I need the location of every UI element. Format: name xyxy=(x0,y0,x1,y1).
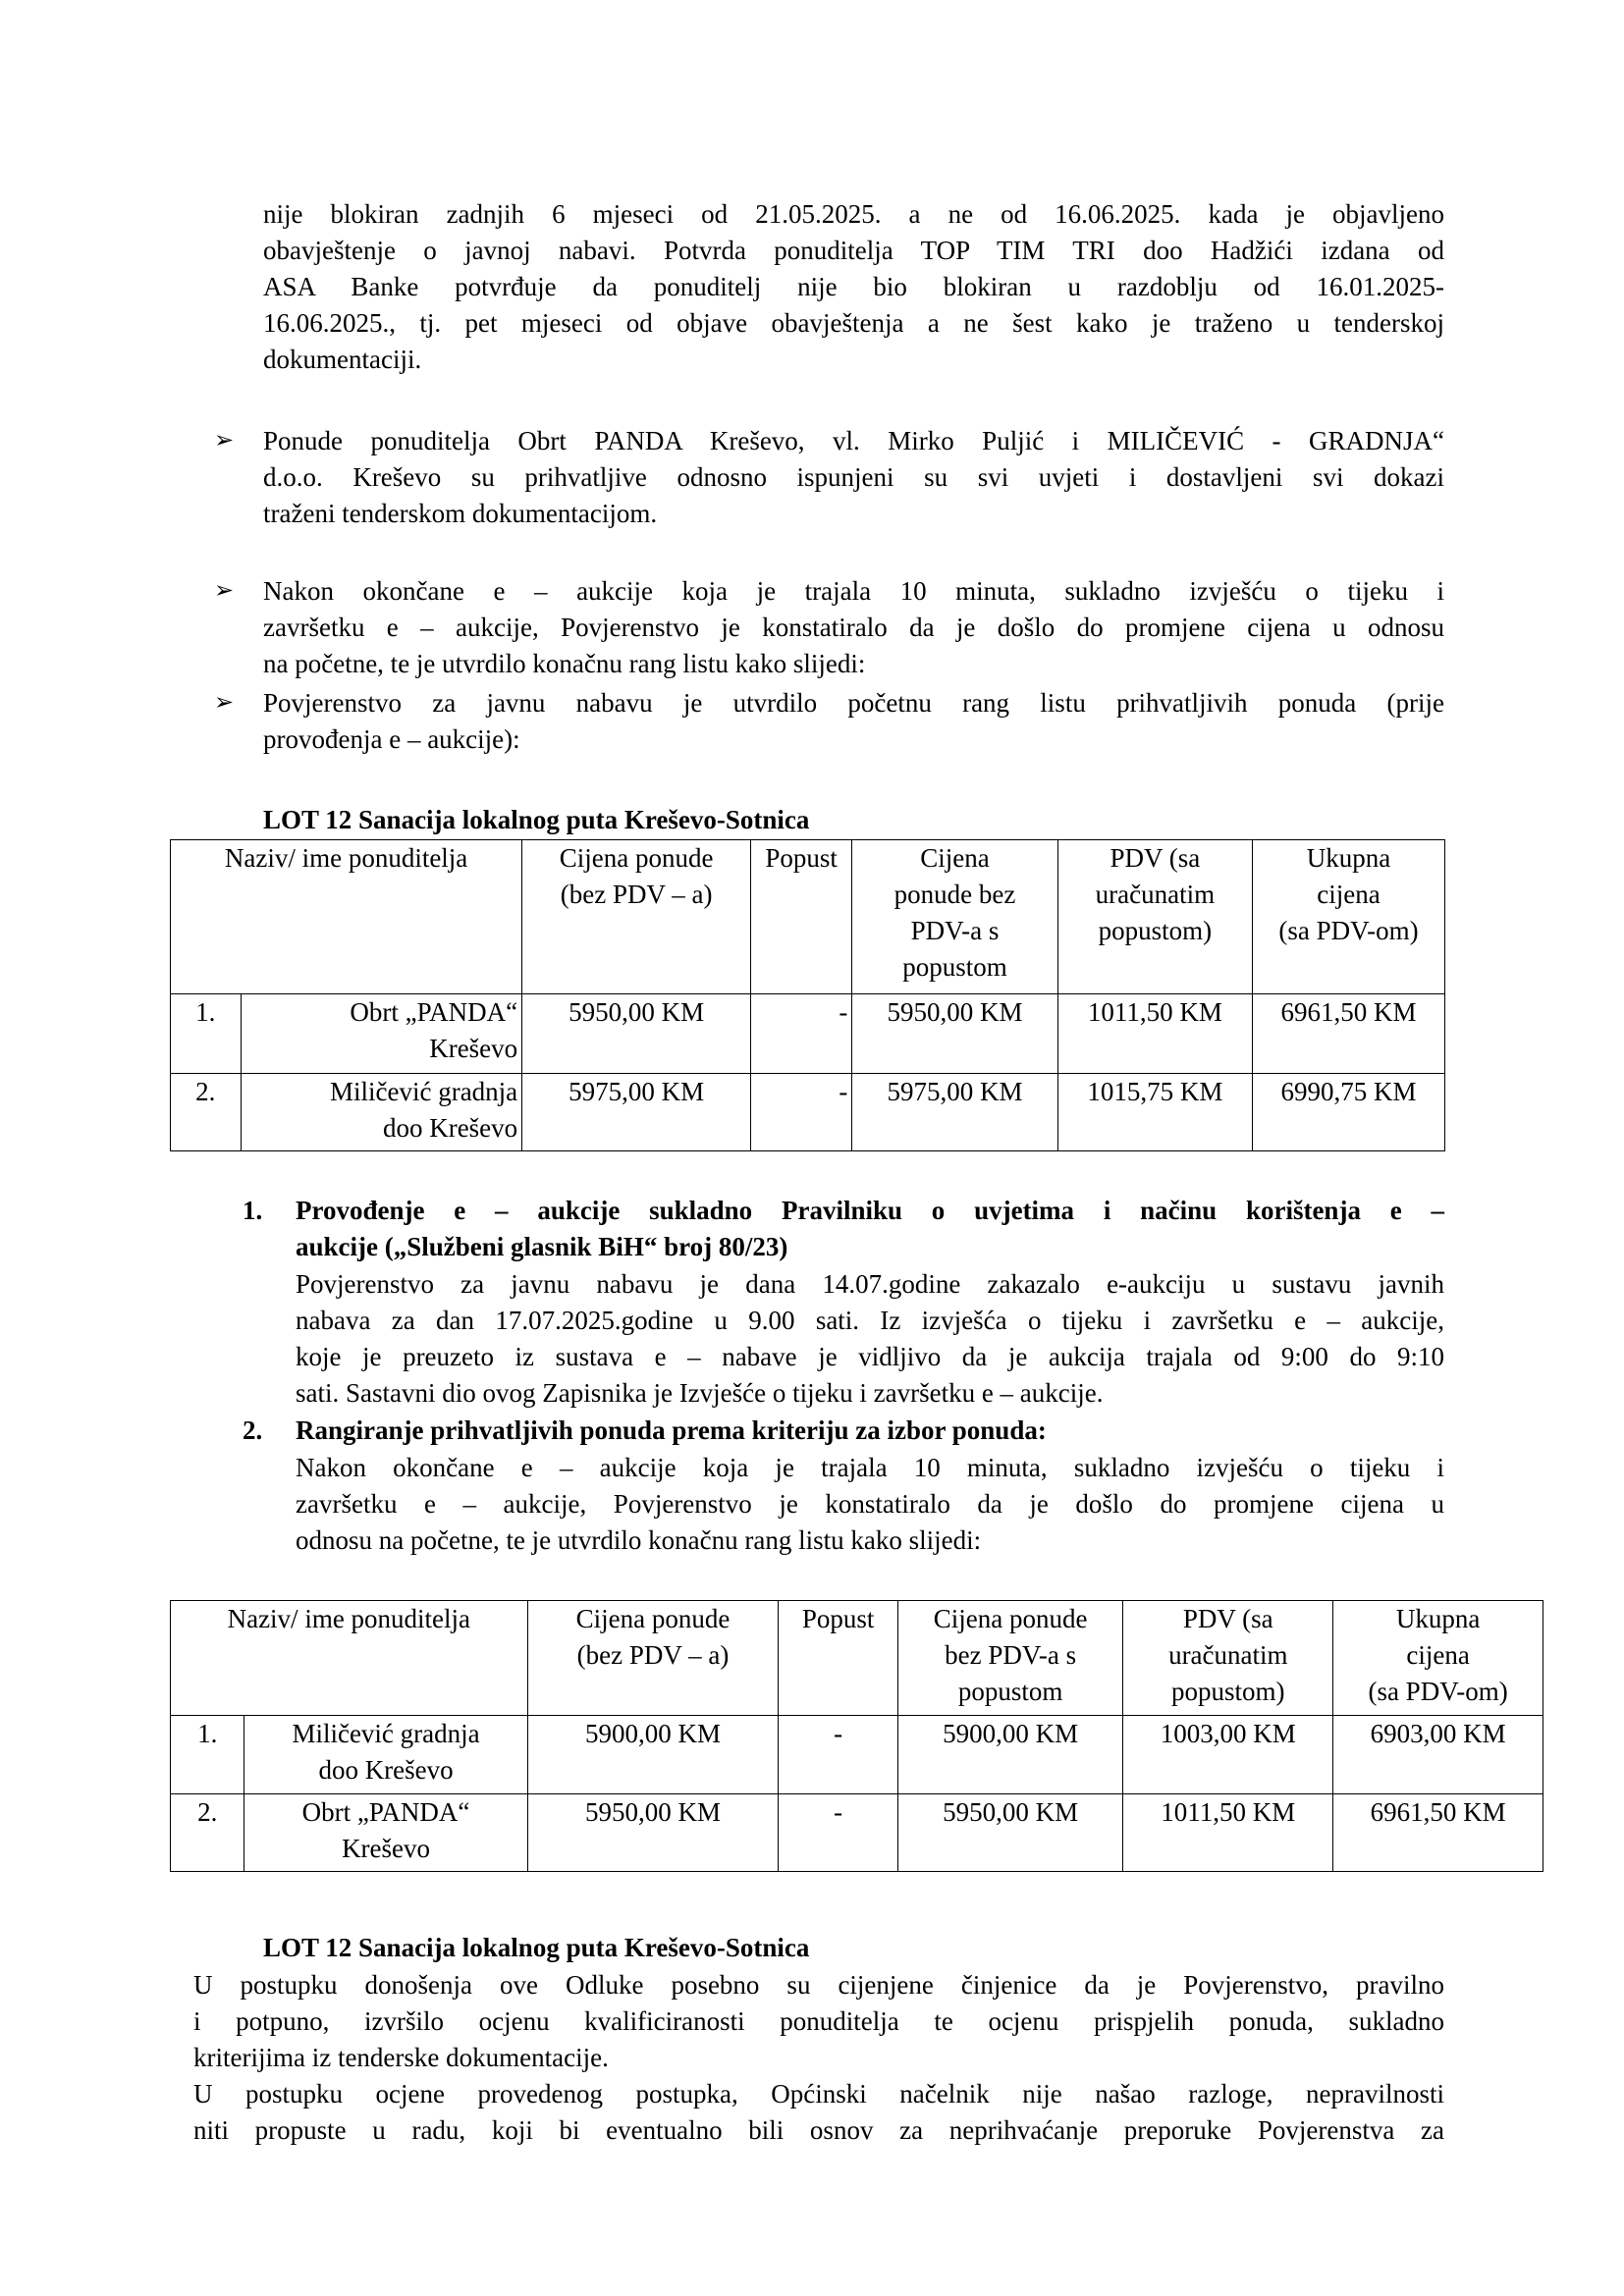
column-header: Cijena ponude (bez PDV – a) xyxy=(527,1601,779,1716)
intro-line: ASA Banke potvrđuje da ponuditelj nije bio blokiran u razdoblju od 16.01.2025- xyxy=(263,272,1444,301)
table-row xyxy=(171,1794,1543,1872)
total-cell: 6903,00 KM xyxy=(1333,1716,1543,1794)
discount-cell: - xyxy=(751,1074,852,1151)
column-header: Cijena ponude (bez PDV – a) xyxy=(522,840,751,994)
column-header: Popust xyxy=(751,840,852,994)
intro-line: obavještenje o javnoj nabavi. Potvrda ponuditelja TOP TIM TRI doo Hadžići izdana od xyxy=(263,236,1444,265)
bullet-line: d.o.o. Kreševo su prihvatljive odnosno ispunjeni su svi uvjeti i dostavljeni svi dokazi xyxy=(263,462,1444,492)
discount-cell: - xyxy=(751,994,852,1074)
section-title: Provođenje e – aukcije sukladno Pravilniku o uvjetima i načinu korištenja e – aukcije („Službeni glasnik BiH“ broj 80/23) xyxy=(296,1196,1444,1261)
section-number: 2. xyxy=(243,1415,263,1445)
rank-cell: 2. xyxy=(171,1074,242,1151)
column-header: Naziv/ ime ponuditelja xyxy=(171,1601,528,1716)
column-header: Popust xyxy=(779,1601,898,1716)
rank-cell: 2. xyxy=(171,1794,244,1872)
discounted-price-cell: 5950,00 KM xyxy=(852,994,1057,1074)
price-cell: 5900,00 KM xyxy=(527,1716,779,1794)
section-body: Nakon okončane e – aukcije koja je trajala 10 minuta, sukladno izvješću o tijeku i završetku e – aukcije, Povjerenstvo je konstatiralo da je došlo do promjene cijena u odnosu na početne, te je utvrdilo konačnu rang listu kako slijedi: xyxy=(296,1453,1444,1555)
price-cell: 5975,00 KM xyxy=(522,1074,751,1151)
table-row xyxy=(171,1716,1543,1794)
bullet-line: Ponude ponuditelja Obrt PANDA Kreševo, vl. Mirko Puljić i MILIČEVIĆ - GRADNJA“ xyxy=(263,426,1444,455)
table-row xyxy=(171,1074,1445,1151)
vat-cell: 1011,50 KM xyxy=(1057,994,1252,1074)
lot-title: LOT 12 Sanacija lokalnog puta Kreševo-Sotnica xyxy=(263,805,810,834)
arrow-bullet-icon: ➢ xyxy=(214,428,235,454)
discount-cell: - xyxy=(779,1716,898,1794)
bullet-line: na početne, te je utvrdilo konačnu rang listu kako slijedi: xyxy=(263,649,866,678)
table-header-row xyxy=(171,1601,1543,1716)
bidder-name-cell: Obrt „PANDA“ Kreševo xyxy=(244,1794,527,1872)
arrow-bullet-icon: ➢ xyxy=(214,690,235,716)
intro-paragraph xyxy=(263,196,1444,378)
bullet-line: Nakon okončane e – aukcije koja je trajala 10 minuta, sukladno izvješću o tijeku i xyxy=(263,576,1444,606)
vat-cell: 1015,75 KM xyxy=(1057,1074,1252,1151)
intro-line: dokumentaciji. xyxy=(263,345,422,374)
column-header: Cijena ponude bez PDV-a s popustom xyxy=(897,1601,1123,1716)
column-header: Ukupna cijena (sa PDV-om) xyxy=(1333,1601,1543,1716)
table-row xyxy=(171,994,1445,1074)
lot-title: LOT 12 Sanacija lokalnog puta Kreševo-Sotnica xyxy=(263,1933,810,1962)
final-ranking-table xyxy=(170,1600,1543,1872)
bidder-name-cell: Obrt „PANDA“ Kreševo xyxy=(241,994,522,1074)
total-cell: 6990,75 KM xyxy=(1253,1074,1445,1151)
column-header: Naziv/ ime ponuditelja xyxy=(171,840,522,994)
total-cell: 6961,50 KM xyxy=(1333,1794,1543,1872)
section-body: Povjerenstvo za javnu nabavu je dana 14.07.godine zakazalo e-aukciju u sustavu javnih nabava za dan 17.07.2025.godine u 9.00 sati. Iz izvješća o tijeku i završetku e – aukcije, koje je preuzeto iz sustava e – nabave je vidljivo da je aukcija trajala od 9:00 do 9:10 sati. Sastavni dio ovog Zapisnika je Izvješće o tijeku i završetku e – aukcije. xyxy=(296,1269,1444,1408)
bullet-line: Povjerenstvo za javnu nabavu je utvrdilo početnu rang listu prihvatljivih ponuda (prije xyxy=(263,688,1444,718)
column-header: PDV (sa uračunatim popustom) xyxy=(1123,1601,1333,1716)
rank-cell: 1. xyxy=(171,1716,244,1794)
bullet-line: traženi tenderskom dokumentacijom. xyxy=(263,499,658,528)
discounted-price-cell: 5950,00 KM xyxy=(897,1794,1123,1872)
bullet-text xyxy=(263,685,1444,758)
bidder-name-cell: Miličević gradnja doo Kreševo xyxy=(241,1074,522,1151)
closing-paragraph: U postupku donošenja ove Odluke posebno su cijenjene činjenice da je Povjerenstvo, pravilno i potpuno, izvršilo ocjenu kvalificiranosti ponuditelja te ocjenu prispjelih ponuda, sukladno kriterijima iz tenderske dokumentacije. U postupku ocjene provedenog postupka, Općinski načelnik nije našao razloge, nepravilnosti niti propuste u radu, koji bi eventualno bili osnov za neprihvaćanje preporuke Povjerenstva za xyxy=(193,1970,1444,2145)
total-cell: 6961,50 KM xyxy=(1253,994,1445,1074)
vat-cell: 1011,50 KM xyxy=(1123,1794,1333,1872)
arrow-bullet-icon: ➢ xyxy=(214,578,235,604)
column-header: Ukupna cijena (sa PDV-om) xyxy=(1253,840,1445,994)
bullet-text xyxy=(263,423,1444,532)
intro-line: nije blokiran zadnjih 6 mjeseci od 21.05.2025. a ne od 16.06.2025. kada je objavljeno xyxy=(263,199,1444,229)
bullet-line: završetku e – aukcije, Povjerenstvo je konstatiralo da je došlo do promjene cijena u odnosu xyxy=(263,613,1444,642)
column-header: Cijena ponude bez PDV-a s popustom xyxy=(852,840,1057,994)
section-title: Rangiranje prihvatljivih ponuda prema kriteriju za izbor ponuda: xyxy=(296,1415,1047,1445)
discounted-price-cell: 5900,00 KM xyxy=(897,1716,1123,1794)
section-number: 1. xyxy=(243,1196,263,1225)
price-cell: 5950,00 KM xyxy=(527,1794,779,1872)
bidder-name-cell: Miličević gradnja doo Kreševo xyxy=(244,1716,527,1794)
bullet-text xyxy=(263,573,1444,682)
bullet-line: provođenja e – aukcije): xyxy=(263,724,520,754)
vat-cell: 1003,00 KM xyxy=(1123,1716,1333,1794)
column-header: PDV (sa uračunatim popustom) xyxy=(1057,840,1252,994)
price-cell: 5950,00 KM xyxy=(522,994,751,1074)
table-header-row xyxy=(171,840,1445,994)
initial-ranking-table xyxy=(170,839,1445,1151)
discount-cell: - xyxy=(779,1794,898,1872)
discounted-price-cell: 5975,00 KM xyxy=(852,1074,1057,1151)
rank-cell: 1. xyxy=(171,994,242,1074)
intro-line: 16.06.2025., tj. pet mjeseci od objave obavještenja a ne šest kako je traženo u tenderskoj xyxy=(263,308,1444,338)
